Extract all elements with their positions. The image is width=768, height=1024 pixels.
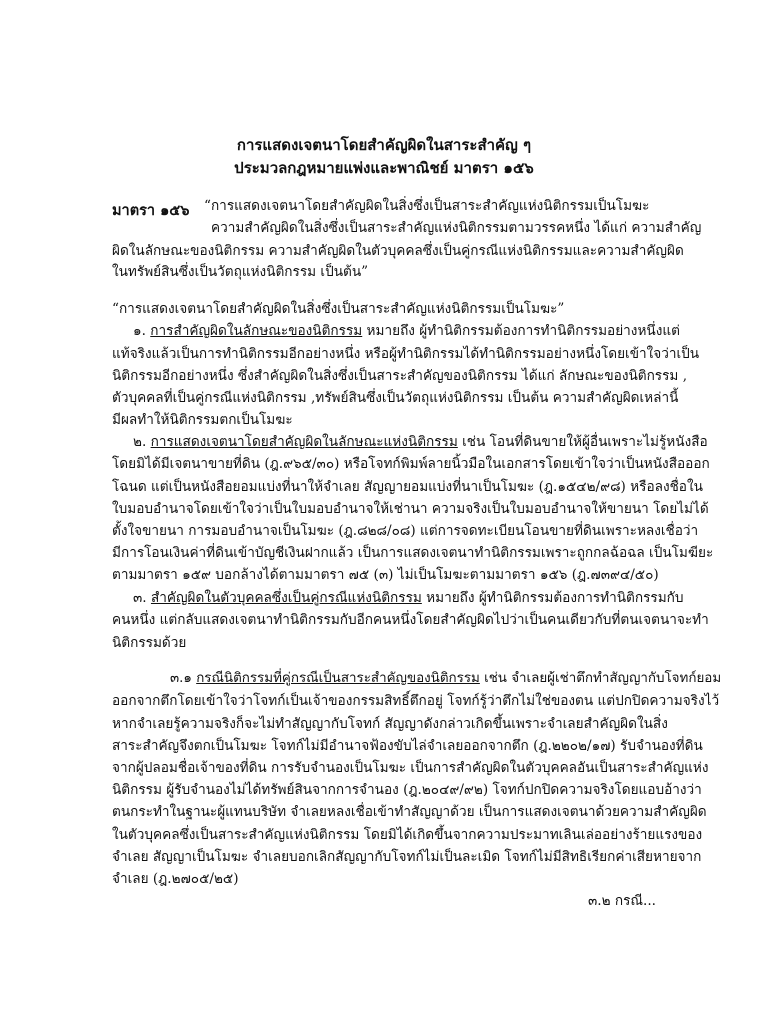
paragraph-line: ตามมาตรา ๑๕๙ บอกล้างได้ตามมาตรา ๗๕ (๓) ไม่เป็นโมฆะตามมาตรา ๑๕๖ (ฎ.๗๓๙๔/๕๐) [112, 567, 659, 583]
paragraph-line: จำเลย (ฎ.๒๗๐๕/๒๕) [112, 871, 239, 887]
paragraph-text: เช่น จำเลยผู้เช่าตึกทำสัญญากับโจทก์ยอม [479, 671, 722, 686]
paragraph-line: หากจำเลยรู้ความจริงก็จะไม่ทำสัญญากับโจทก์ สัญญาดังกล่าวเกิดขึ้นเพราะจำเลยสำคัญผิดในสิ่ง [112, 716, 668, 732]
paragraph-1-first-line [133, 322, 680, 340]
continuation-marker: ๓.๒ กรณี... [587, 893, 656, 909]
paragraph-line: จากผู้ปลอมชื่อเจ้าของที่ดิน การรับจำนองเป็นโมฆะ เป็นการสำคัญผิดในตัวบุคคลอันเป็นสาระสำคัญแห่ง [112, 760, 709, 776]
document-title: การแสดงเจตนาโดยสำคัญผิดในสาระสำคัญ ๆ [236, 136, 532, 154]
paragraph-line: ตนกระทำในฐานะผู้แทนบริษัท จำเลยหลงเชื่อเข้าทำสัญญาด้วย เป็นการแสดงเจตนาด้วยความสำคัญผิด [112, 804, 707, 820]
paragraph-topic: การสำคัญผิดในลักษณะของนิติกรรม [150, 323, 363, 339]
paragraph-line: มีผลทำให้นิติกรรมตกเป็นโมฆะ [112, 412, 293, 428]
paragraph-number: ๒. [133, 434, 147, 450]
paragraph-line: นิติกรรม ผู้รับจำนองไม่ได้ทรัพย์สินจากการจำนอง (ฎ.๒๐๔๙/๙๒) โจทก์ปกปิดความจริงโดยแอบอ้างว่า [112, 782, 702, 798]
paragraph-line: สาระสำคัญจึงตกเป็นโมฆะ โจทก์ไม่มีอำนาจฟ้องขับไล่จำเลยออกจากตึก (ฎ.๒๒๐๒/๑๗) รับจำนองที่ดิน [112, 738, 703, 754]
paragraph-line: โฉนด แต่เป็นหนังสือยอมแบ่งที่นาให้จำเลย สัญญายอมแบ่งที่นาเป็นโมฆะ (ฎ.๑๕๔๒/๙๘) หรือลงชื่อใน [112, 479, 703, 495]
section-label: มาตรา ๑๕๖ [112, 202, 190, 219]
document-subtitle: ประมวลกฎหมายแพ่งและพาณิชย์ มาตรา ๑๕๖ [234, 159, 534, 177]
section-text-line: ในทรัพย์สินซึ่งเป็นวัตถุแห่งนิติกรรม เป็นต้น” [112, 264, 369, 280]
section-text-line: ความสำคัญผิดในสิ่งซึ่งเป็นสาระสำคัญแห่งนิติกรรมตามวรรคหนึ่ง ได้แก่ ความสำคัญ [211, 220, 702, 236]
paragraph-topic: การแสดงเจตนาโดยสำคัญผิดในลักษณะแห่งนิติกรรม [150, 434, 458, 450]
paragraph-line: จำเลย สัญญาเป็นโมฆะ จำเลยบอกเลิกสัญญากับโจทก์ไม่เป็นละเมิด โจทก์ไม่มีสิทธิเรียกค่าเสียหายจาก [112, 849, 702, 865]
section-text-line: ผิดในลักษณะของนิติกรรม ความสำคัญผิดในตัวบุคคลซึ่งเป็นคู่กรณีแห่งนิติกรรมและความสำคัญผิด [112, 243, 684, 259]
paragraph-3-1-first-line [170, 670, 721, 688]
paragraph-topic: สำคัญผิดในตัวบุคคลซึ่งเป็นคู่กรณีแห่งนิติกรรม [150, 590, 422, 606]
paragraph-2-first-line [133, 433, 708, 451]
paragraph-line: ในตัวบุคคลซึ่งเป็นสาระสำคัญแห่งนิติกรรม โดยมิได้เกิดขึ้นจากความประมาทเลินเล่ออย่างร้ายแรงของ [112, 827, 703, 843]
paragraph-number: ๓.๑ [170, 671, 192, 686]
paragraph-3-first-line [133, 589, 684, 607]
paragraph-line: แท้จริงแล้วเป็นการทำนิติกรรมอีกอย่างหนึ่ง หรือผู้ทำนิติกรรมได้ทำนิติกรรมอย่างหนึ่งโดยเข้าใจว่าเป็น [112, 346, 700, 362]
paragraph-line: ตัวบุคคลที่เป็นคู่กรณีแห่งนิติกรรม ,ทรัพย์สินซึ่งเป็นวัตถุแห่งนิติกรรม เป็นต้น ความสำคัญผิดเหล่านี้ [112, 390, 679, 406]
paragraph-line: ใบมอบอำนาจโดยเข้าใจว่าเป็นใบมอบอำนาจให้เช่านา ความจริงเป็นใบมอบอำนาจให้ขายนา โดยไม่ได้ [112, 501, 709, 517]
quoted-heading: “การแสดงเจตนาโดยสำคัญผิดในสิ่งซึ่งเป็นสาระสำคัญแห่งนิติกรรมเป็นโมฆะ” [112, 301, 565, 317]
paragraph-line: ตั้งใจขายนา การมอบอำนาจเป็นโมฆะ (ฎ.๘๒๘/๐๘) แต่การจดทะเบียนโอนขายที่ดินเพราะหลงเชื่อว่า [112, 523, 699, 539]
paragraph-line: นิติกรรมอีกอย่างหนึ่ง ซึ่งสำคัญผิดในสิ่งซึ่งเป็นสาระสำคัญของนิติกรรม ได้แก่ ลักษณะของนิติกรรม , [112, 368, 688, 384]
paragraph-text: เช่น โอนที่ดินขายให้ผู้อื่นเพราะไม่รู้หนังสือ [457, 434, 708, 450]
paragraph-line: โดยมิได้มีเจตนาขายที่ดิน (ฎ.๙๖๕/๓๐) หรือโจทก์พิมพ์ลายนิ้วมือในเอกสารโดยเข้าใจว่าเป็นหนังสือออก [112, 456, 710, 472]
paragraph-line: นิติกรรมด้วย [112, 635, 187, 651]
paragraph-text: หมายถึง ผู้ทำนิติกรรมต้องการทำนิติกรรมอย่างหนึ่งแต่ [362, 323, 680, 339]
paragraph-line: มีการโอนเงินค่าที่ดินเข้าบัญชีเงินฝากแล้ว เป็นการแสดงเจตนาทำนิติกรรมเพราะถูกกลฉ้อฉล เป็นโมฆียะ [112, 545, 714, 561]
paragraph-text: หมายถึง ผู้ทำนิติกรรมต้องการทำนิติกรรมกับ [421, 590, 684, 606]
paragraph-line: คนหนึ่ง แต่กลับแสดงเจตนาทำนิติกรรมกับอีกคนหนึ่งโดยสำคัญผิดไปว่าเป็นคนเดียวกับที่ตนเจตนาจะทำ [112, 612, 709, 628]
section-text-line: “การแสดงเจตนาโดยสำคัญผิดในสิ่งซึ่งเป็นสาระสำคัญแห่งนิติกรรมเป็นโมฆะ [204, 198, 650, 214]
paragraph-number: ๓. [133, 590, 147, 606]
paragraph-topic: กรณีนิติกรรมที่คู่กรณีเป็นสาระสำคัญของนิติกรรม [196, 671, 480, 686]
paragraph-number: ๑. [133, 323, 146, 339]
paragraph-line: ออกจากตึกโดยเข้าใจว่าโจทก์เป็นเจ้าของกรรมสิทธิ์ตึกอยู่ โจทก์รู้ว่าตึกไม่ใช่ของตน แต่ปกปิดความจริงไว้ [112, 693, 720, 709]
